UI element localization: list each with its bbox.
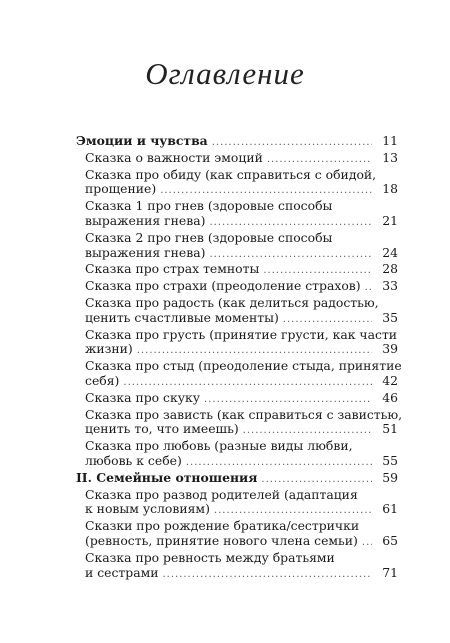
toc-page-number: 39 [382,341,398,357]
toc-entry-title: II. Семейные отношения [76,469,258,485]
toc-entry-title: Сказка 2 про гнев (здоровые способы [85,229,333,245]
toc-entry-title: Сказка про страх темноты [85,261,260,277]
toc-page-number: 65 [382,532,398,548]
dot-leader [214,504,372,519]
page-title: Оглавление [145,56,305,91]
toc-entry-title: Сказка про ревность между братьями [85,549,335,565]
dot-leader [209,216,372,231]
toc-section[interactable] [76,471,398,488]
toc-entry-title: ценить счастливые моменты) [85,309,279,325]
dot-leader [283,313,372,328]
dot-leader [267,153,372,168]
dot-leader [362,536,372,551]
toc-entry[interactable] [76,328,398,360]
toc-entry-title: Сказка про грусть (принятие грусти, как части [85,326,398,342]
table-of-contents [76,133,403,582]
toc-entry-title: Эмоции и чувства [76,133,208,148]
dot-leader [212,136,372,151]
toc-page-number: 21 [382,212,398,228]
toc-entry[interactable] [76,231,398,263]
toc-entry[interactable] [76,199,398,231]
dot-leader [209,248,372,263]
toc-entry-title: Сказка про обиду (как справиться с обидой, [85,166,377,182]
dot-leader [160,184,372,199]
toc-page-number: 33 [382,278,398,294]
toc-entry[interactable] [76,551,398,583]
toc-page-number: 28 [382,261,398,277]
toc-page-number: 42 [382,372,398,388]
toc-entry-title: Сказка про стыд (преодоление стыда, принятие [85,358,402,374]
dot-leader [261,473,372,488]
toc-page-number: 46 [382,389,398,405]
toc-entry-title: к новым условиям) [85,501,210,517]
toc-entry-title: жизни) [85,341,133,357]
toc-entry[interactable] [76,488,398,520]
dot-leader [243,424,372,439]
toc-entry[interactable] [76,168,398,200]
dot-leader [137,344,372,359]
toc-entry-title: Сказка про радость (как делиться радостью, [85,294,379,310]
toc-page-number: 13 [382,149,398,165]
toc-entry-title: и сестрами [85,564,159,580]
toc-entry[interactable] [76,439,398,471]
toc-page-number: 51 [382,421,398,437]
dot-leader [123,376,372,391]
toc-entry-title: Сказка 1 про гнев (здоровые способы [85,198,333,214]
toc-entry-title: ценить то, что имеешь) [85,421,239,437]
toc-page-number: 11 [382,133,398,148]
toc-entry-title: любовь к себе) [85,452,182,468]
toc-entry-title: Сказка про зависть (как справиться с завистью, [85,406,403,422]
toc-entry-title: выражения гнева) [85,244,206,260]
toc-entry-title: (ревность, принятие нового члена семьи) [85,532,358,548]
toc-entry-title: Сказка о важности эмоций [85,149,263,165]
toc-page-number: 18 [382,181,398,197]
toc-page-number: 71 [382,564,398,580]
toc-entry[interactable] [76,262,398,279]
toc-entry-title: выражения гнева) [85,212,206,228]
dot-leader [162,568,372,583]
toc-page-number: 55 [382,452,398,468]
toc-entry[interactable] [76,406,403,440]
toc-page-number: 35 [382,309,398,325]
toc-entry[interactable] [76,519,398,551]
dot-leader [263,264,372,279]
toc-entry-title: Сказка про страхи (преодоление страхов) [85,278,361,294]
toc-page-number: 24 [382,244,398,260]
dot-leader [204,393,372,408]
toc-page-number: 61 [382,501,398,517]
toc-entry[interactable] [76,358,402,391]
toc-entry-title: себя) [85,372,120,388]
toc-entry-title: прощение) [85,181,157,197]
toc-entry-title: Сказки про рождение братика/сестрички [85,518,360,534]
toc-entry-title: Сказка про развод родителей (адаптация [85,486,358,502]
toc-page-number: 59 [382,469,398,485]
dot-leader [365,281,372,296]
toc-section[interactable] [76,134,398,151]
toc-entry[interactable] [76,391,398,408]
toc-entry[interactable] [76,279,398,296]
toc-entry[interactable] [76,151,398,168]
dot-leader [186,456,372,471]
toc-entry-title: Сказка про любовь (разные виды любви, [85,438,353,454]
toc-entry[interactable] [76,296,398,328]
toc-entry-title: Сказка про скуку [85,389,201,405]
